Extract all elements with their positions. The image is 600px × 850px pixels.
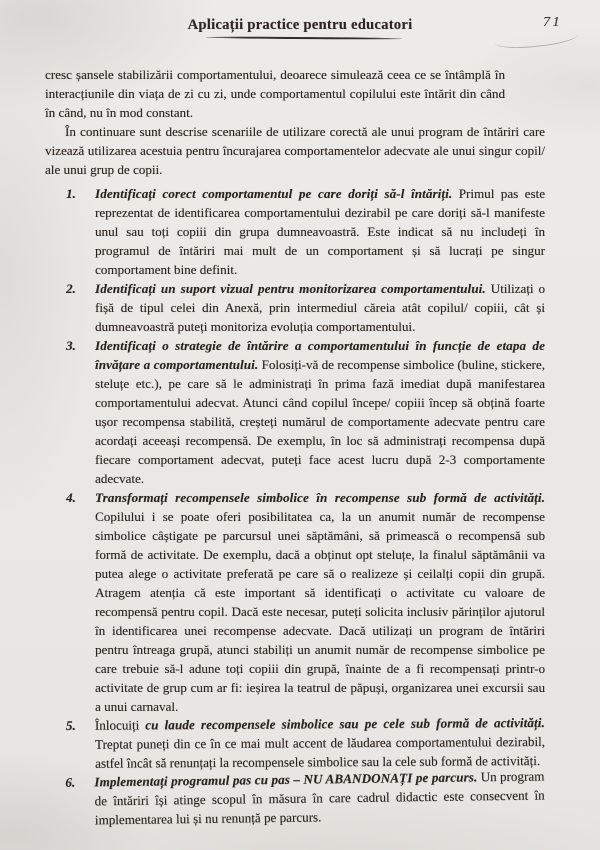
list-item [45,184,545,279]
text-segment: Transformați recompensele simbolice în recompense sub formă de activități. [95,490,545,505]
text-segment: Identificați o strategie de întărire a comportamentului în funcție de etapa de învățare a comportamentului. [95,338,545,372]
list-item [45,279,545,336]
item-text [94,766,545,829]
list-item [45,488,545,716]
title-underline [206,36,402,39]
item-text [95,488,545,716]
text-segment: Identificați un suport vizual pentru monitorizarea comportamentului. [95,281,486,296]
page-number: 71 [543,15,562,30]
item-text [95,713,545,773]
item-number: 3. [66,338,76,353]
text-segment: Un program de întăriri își atinge scopul în măsura în care cadrul didactic este consecvent în implementarea lui și nu renunță pe parcurs. [94,768,545,828]
item-number: 6. [65,774,76,790]
page-title: Aplicații practice pentru educatori [187,17,413,33]
item-text [95,279,545,336]
page-body [45,58,545,830]
list-item [44,766,545,830]
list-item [45,336,545,488]
text-segment: Treptat puneți din ce în ce mai mult accent de lăudarea comportamentului dezirabil, astfel încât să renunțați la recompensele simbolice sau la cele sub formă de activități. [94,733,546,771]
item-number: 4. [66,490,76,505]
item-number: 5. [65,717,76,733]
numbered-list [45,184,545,830]
item-text [95,184,545,279]
item-text [95,336,545,488]
item-number: 2. [66,281,76,296]
text-segment: Utilizați o fișă de tipul celei din Anexă, prin intermediul căreia atât copilul/ copiii, cât și dumneavoastră puteți monitoriza evoluția comportamentului. [95,281,545,334]
paragraph-intro: În continuare sunt descrise scenariile de utilizare corectă ale unui program de întăriri care vizează utilizarea acestuia pentru încurajarea comportamentelor adecvate ale unui singur copil/ ale unui grup de copii. [45,124,545,177]
text-segment: Primul pas este reprezentat de identificarea comportamentului dezirabil pe care doriți să-l manifeste unul sau toți copiii din grupa dumneavoastră. Este indicat să nu includeți în programul de întăriri mai mult de un comportament și să lucrați pe singur comportament bine definit. [95,186,546,277]
text-segment: cu laude recompensele simbolice sau pe cele sub formă de activități. [145,714,545,733]
list-item [45,713,545,773]
text-segment: Înlocuiți [94,717,146,733]
text-segment: Implementați programul pas cu pas – NU ABANDONAȚI pe parcurs. [94,769,478,790]
text-segment: Folosiți-vă de recompense simbolice (buline, stickere, steluțe etc.), pe care să le administrați în prima fază imediat după manifestarea comportamentului adecvat. Atunci când copilul începe/ copiii încep să obțină foarte ușor recompensa stabilită, creșteți numărul de comportamente adecvate pentru care acordați aceeași recompensă. De exemplu, în loc să administrați recompensa după fiecare comportament adecvat, puteți face acest lucru după 2-3 comportamente adecvate. [95,357,545,486]
paragraph-continuation: cresc șansele stabilizării comportamentului, deoarece simulează ceea ce se întâmplă în interacțiunile din viața de zi cu zi, unde comportamentul copilului este întărit din când în când, nu în mod constant. [45,67,505,120]
text-segment: Identificați corect comportamentul pe care doriți să-l întăriți. [95,186,453,201]
item-number: 1. [66,186,76,201]
text-segment: Copilului i se poate oferi posibilitatea ca, la un anumit număr de recompense simbolice câștigate pe parcursul unei săptămâni, să primească o recompensă sub formă de activitate. De exemplu, dacă a obținut opt steluțe, la finalul săptămânii va putea alege o activitate preferată pe care să o realizeze și ceilalți copii din grupă. Atragem atenția că este important să identificați o activitate cu valoare de recompensă pentru copil. Dacă este necesar, puteți solicita inclusiv părinților ajutorul în identificarea unei recompense adecvate. Dacă utilizați un program de întăriri pentru întreaga grupă, atunci stabiliți un anumit număr de recompense simbolice pe care trebuie să-l adune toți copiii din grupă, înainte de a fi recompensați printr-o activitate de grup cum ar fi: ieșirea la teatrul de păpuși, organizarea unei excursii sau a unui carnaval. [95,509,545,714]
